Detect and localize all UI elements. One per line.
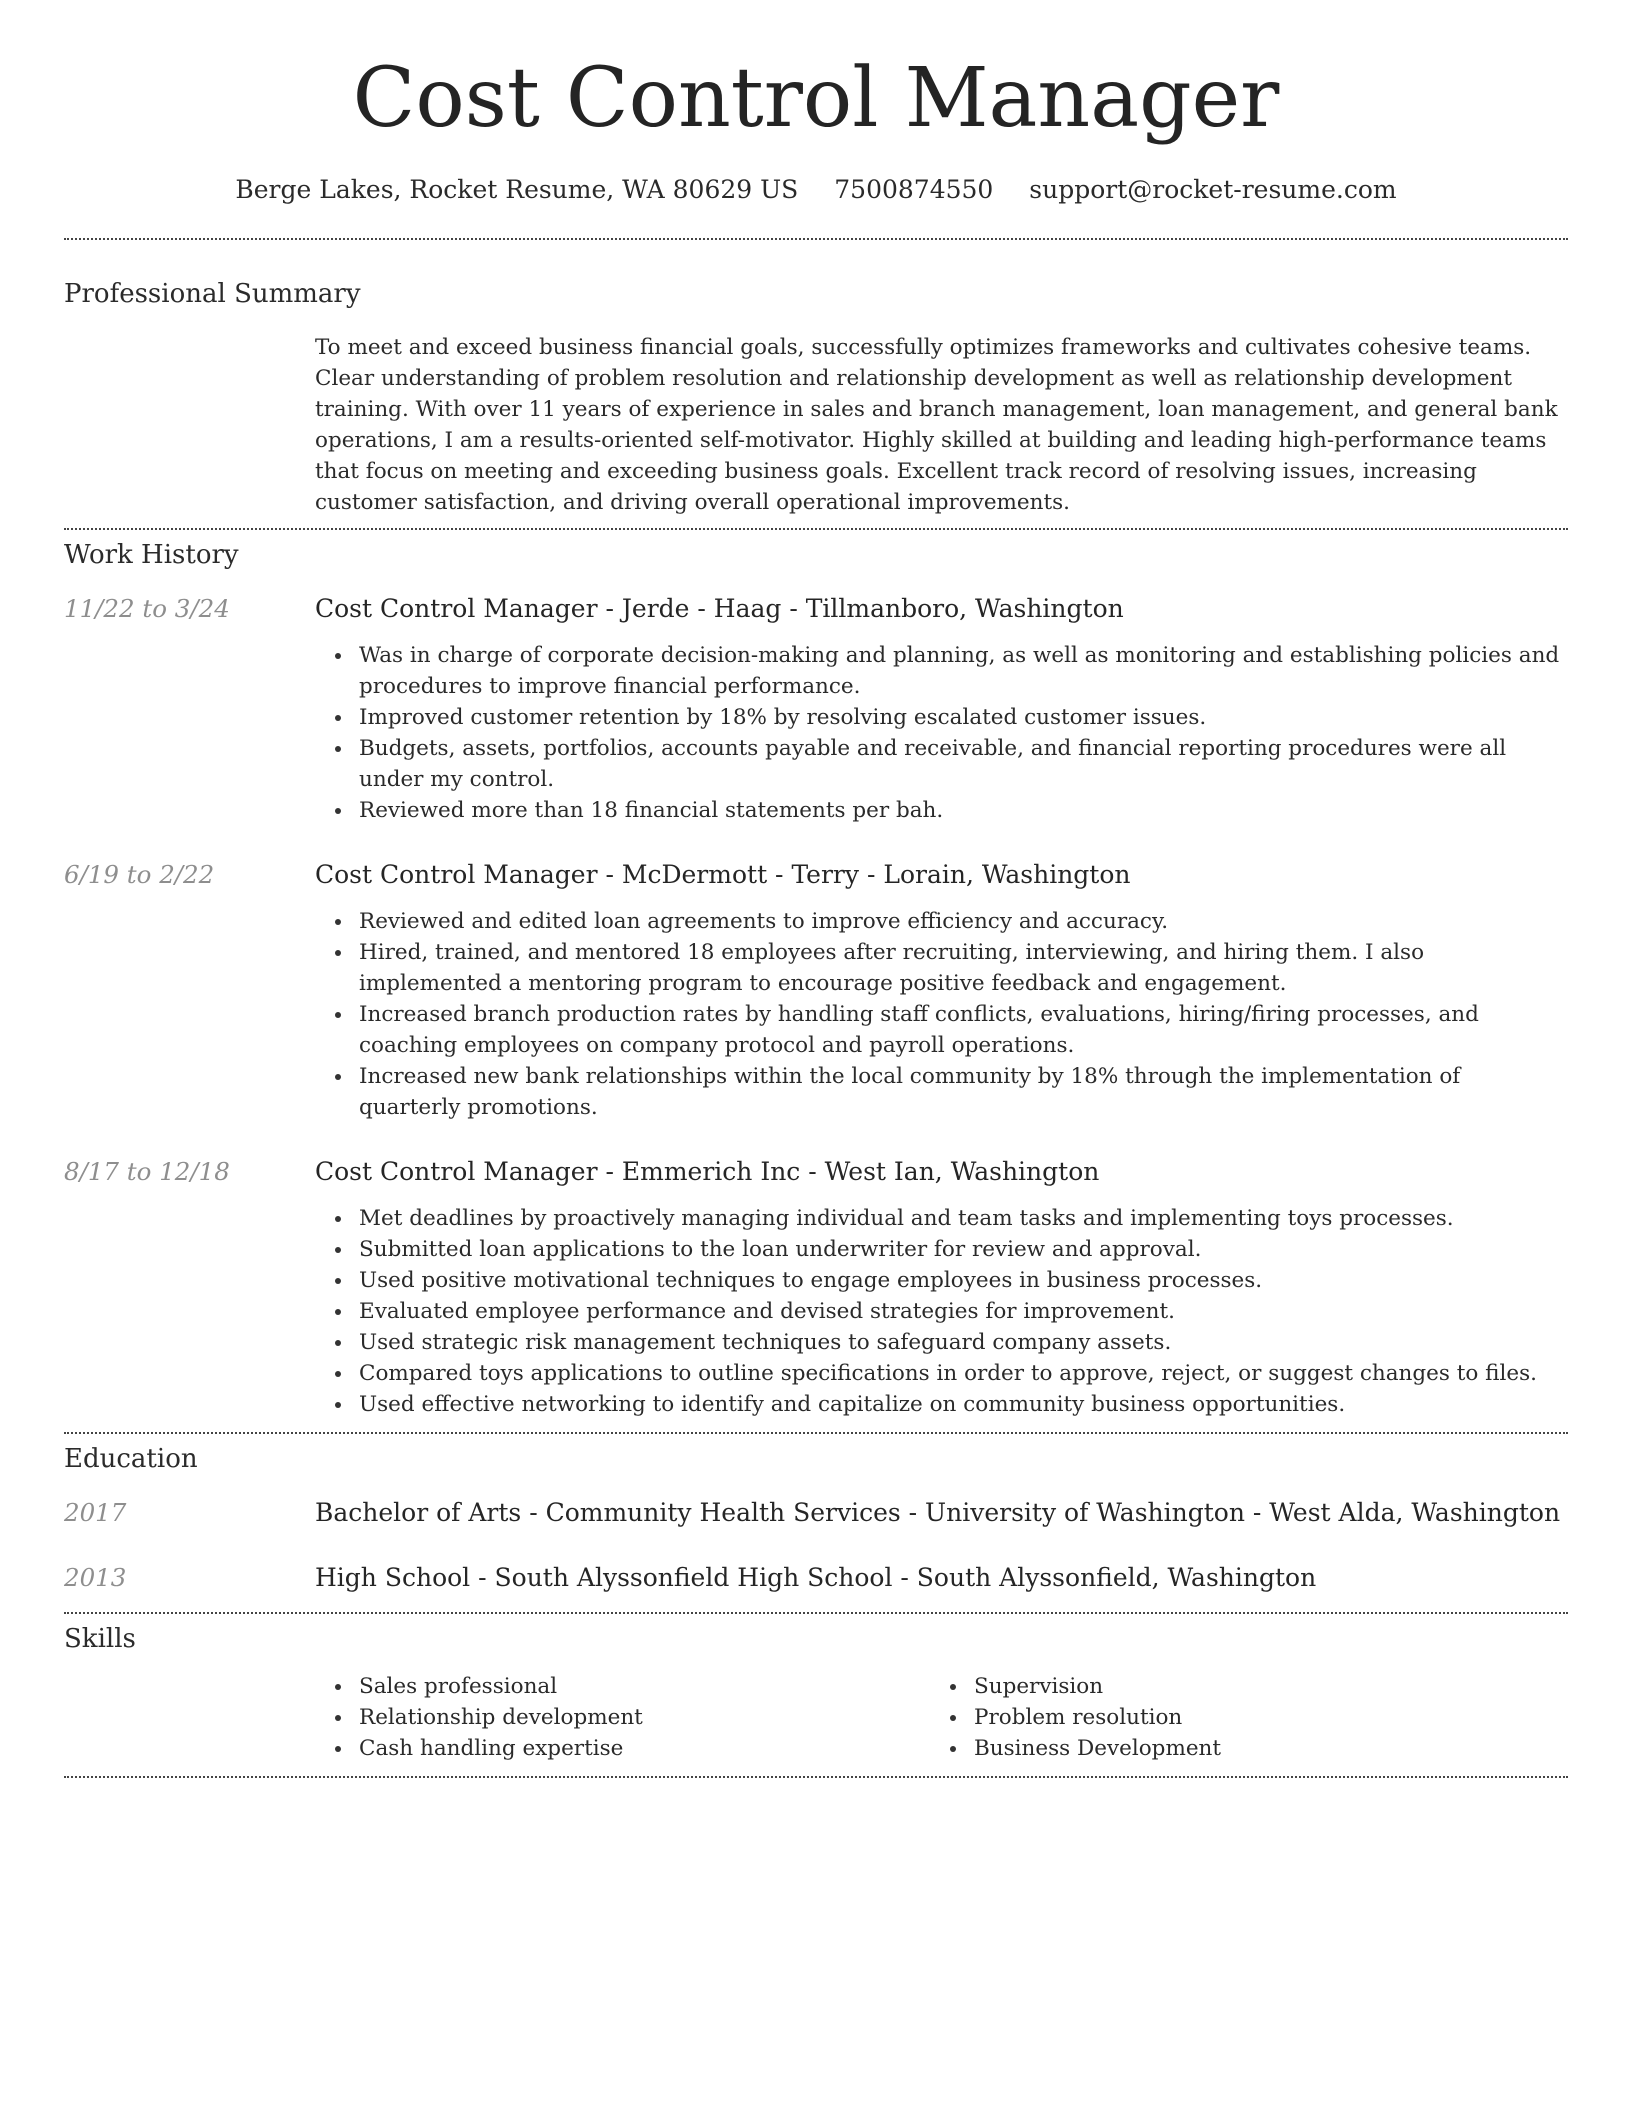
job-dates: 11/22 to 3/24 (64, 594, 230, 623)
list-item: Cash handling expertise (315, 1733, 930, 1764)
section-divider (64, 528, 1568, 530)
contact-email: support@rocket-resume.com (1029, 175, 1397, 204)
job-bullets (315, 640, 1568, 826)
list-item: Budgets, assets, portfolios, accounts payable and receivable, and financial reporting procedures were all under my control. (315, 733, 1568, 795)
list-item: Problem resolution (930, 1702, 1545, 1733)
contact-address: Berge Lakes, Rocket Resume, WA 80629 US (235, 175, 799, 204)
skills-list (315, 1671, 1568, 1764)
list-item: Reviewed and edited loan agreements to improve efficiency and accuracy. (315, 906, 1568, 937)
list-item: Evaluated employee performance and devised strategies for improvement. (315, 1296, 1568, 1327)
list-item: Used strategic risk management techniques to safeguard company assets. (315, 1327, 1568, 1358)
resume-page (64, 0, 1568, 1778)
job-dates: 8/17 to 12/18 (64, 1157, 230, 1186)
list-item: Improved customer retention by 18% by resolving escalated customer issues. (315, 702, 1568, 733)
education-heading: Bachelor of Arts - Community Health Services - University of Washington - West Alda, Washington (315, 1498, 1561, 1527)
contact-line (64, 175, 1568, 204)
job-dates: 6/19 to 2/22 (64, 860, 215, 889)
section-divider (64, 1432, 1568, 1434)
summary-paragraph: To meet and exceed business financial goals, successfully optimizes frameworks and cultivates cohesive teams. Clear understanding of problem resolution and relationship development as well as relationship development training. With over 11 years of experience in sales and branch management, loan management, and general bank operations, I am a results-oriented self-motivator. Highly skilled at building and leading high-performance teams that focus on meeting and exceeding business goals. Excellent track record of resolving issues, increasing customer satisfaction, and driving overall operational improvements. (315, 335, 1558, 515)
list-item: Hired, trained, and mentored 18 employees after recruiting, interviewing, and hiring them. I also implemented a mentoring program to encourage positive feedback and engagement. (315, 937, 1568, 999)
job-heading: Cost Control Manager - Jerde - Haag - Tillmanboro, Washington (315, 594, 1124, 623)
education-year: 2013 (64, 1563, 127, 1592)
section-title-summary: Professional Summary (64, 279, 361, 309)
section-divider (64, 238, 1568, 240)
job-heading: Cost Control Manager - McDermott - Terry - Lorain, Washington (315, 860, 1131, 889)
section-divider (64, 1612, 1568, 1614)
list-item: Reviewed more than 18 financial statements per bah. (315, 795, 1568, 826)
education-year: 2017 (64, 1498, 127, 1527)
list-item: Increased new bank relationships within the local community by 18% through the implementation of quarterly promotions. (315, 1061, 1568, 1123)
list-item: Relationship development (315, 1702, 930, 1733)
list-item: Met deadlines by proactively managing individual and team tasks and implementing toys processes. (315, 1203, 1568, 1234)
education-entry (64, 1498, 1568, 1527)
list-item: Increased branch production rates by handling staff conflicts, evaluations, hiring/firing processes, and coaching employees on company protocol and payroll operations. (315, 999, 1568, 1061)
job-entry (64, 1157, 1568, 1420)
list-item: Sales professional (315, 1671, 930, 1702)
resume-title: Cost Control Manager (352, 51, 1280, 146)
job-entry (64, 594, 1568, 826)
education-heading: High School - South Alyssonfield High School - South Alyssonfield, Washington (315, 1563, 1317, 1592)
section-title-education: Education (64, 1444, 198, 1474)
job-entry (64, 860, 1568, 1123)
education-entry (64, 1563, 1568, 1592)
list-item: Business Development (930, 1733, 1545, 1764)
section-divider (64, 1776, 1568, 1778)
list-item: Compared toys applications to outline specifications in order to approve, reject, or suggest changes to files. (315, 1358, 1568, 1389)
job-bullets (315, 1203, 1568, 1420)
list-item: Used effective networking to identify and capitalize on community business opportunities. (315, 1389, 1568, 1420)
list-item: Supervision (930, 1671, 1545, 1702)
section-title-work-history: Work History (64, 540, 239, 570)
job-bullets (315, 906, 1568, 1123)
job-heading: Cost Control Manager - Emmerich Inc - West Ian, Washington (315, 1157, 1100, 1186)
skills-column-left (315, 1671, 930, 1764)
section-title-skills: Skills (64, 1624, 136, 1654)
list-item: Used positive motivational techniques to engage employees in business processes. (315, 1265, 1568, 1296)
skills-column-right (930, 1671, 1545, 1764)
list-item: Submitted loan applications to the loan underwriter for review and approval. (315, 1234, 1568, 1265)
list-item: Was in charge of corporate decision-making and planning, as well as monitoring and establishing policies and procedures to improve financial performance. (315, 640, 1568, 702)
contact-phone: 7500874550 (834, 175, 994, 204)
